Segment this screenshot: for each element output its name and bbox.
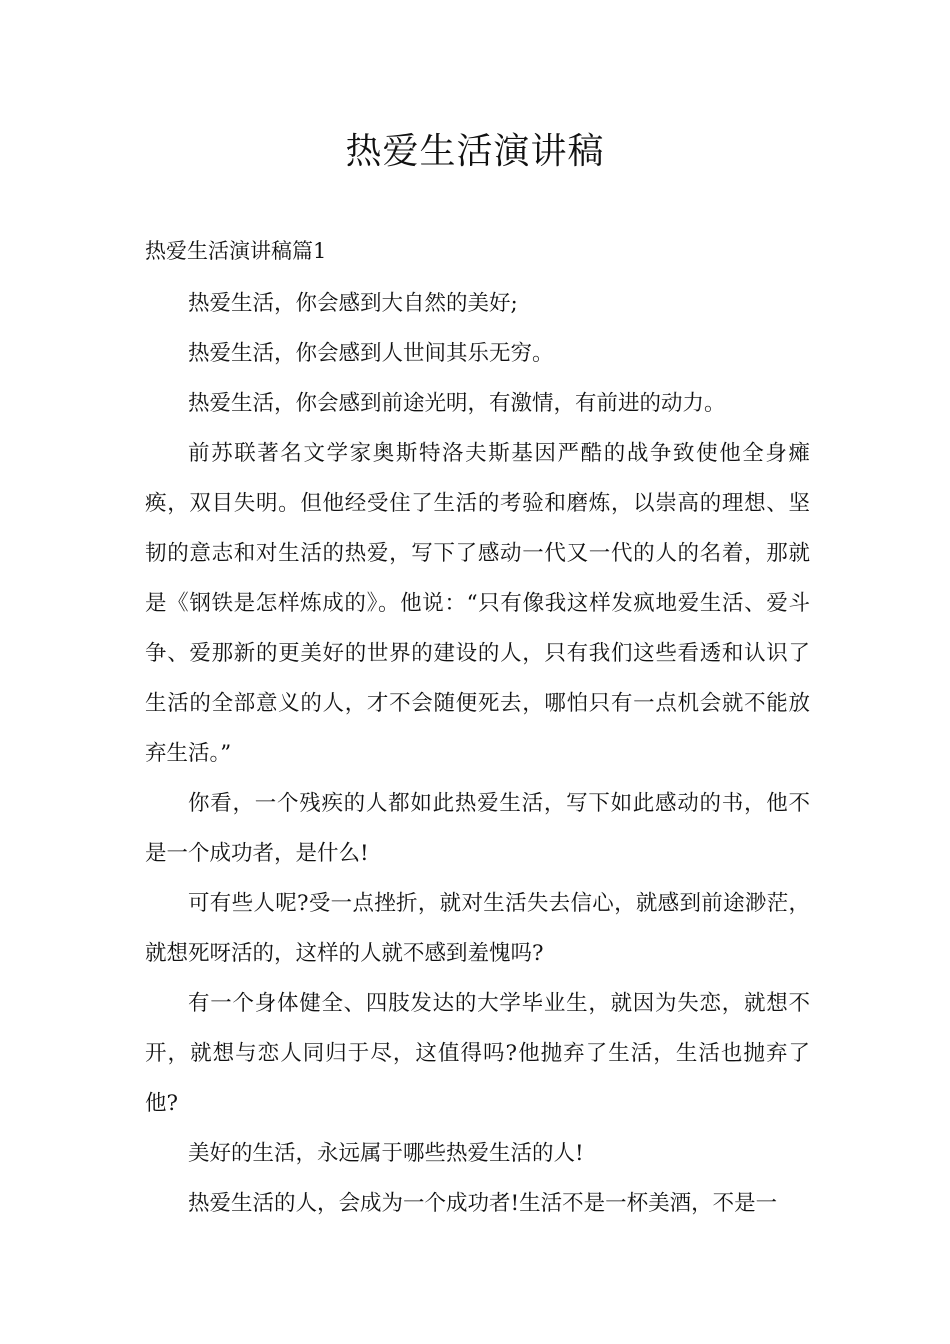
- paragraph: 你看，一个残疾的人都如此热爱生活，写下如此感动的书，他不是一个成功者，是什么!: [145, 791, 810, 866]
- document-title: 热爱生活演讲稿: [345, 131, 605, 172]
- paragraph: 热爱生活，你会感到大自然的美好;: [188, 291, 518, 316]
- paragraph: 美好的生活，永远属于哪些热爱生活的人!: [188, 1141, 584, 1166]
- paragraph: 热爱生活，你会感到人世间其乐无穷。: [188, 341, 554, 366]
- paragraph: 热爱生活的人，会成为一个成功者!生活不是一杯美酒，不是一: [188, 1191, 778, 1216]
- document-body: [145, 279, 810, 1229]
- paragraph: 前苏联著名文学家奥斯特洛夫斯基因严酷的战争致使他全身瘫痪，双目失明。但他经受住了生活的考验和磨炼，以崇高的理想、坚韧的意志和对生活的热爱，写下了感动一代又一代的人的名着，那就是《钢铁是怎样炼成的》。他说：“只有像我这样发疯地爱生活、爱斗争、爱那新的更美好的世界的建设的人，只有我们这些看透和认识了生活的全部意义的人，才不会随便死去，哪怕只有一点机会就不能放弃生活。”: [145, 441, 810, 766]
- paragraph: 可有些人呢?受一点挫折，就对生活失去信心，就感到前途渺茫，就想死呀活的，这样的人就不感到羞愧吗?: [145, 891, 810, 966]
- section-heading: 热爱生活演讲稿篇1: [145, 239, 327, 263]
- paragraph: 热爱生活，你会感到前途光明，有激情，有前进的动力。: [188, 391, 726, 416]
- paragraph: 有一个身体健全、四肢发达的大学毕业生，就因为失恋，就想不开，就想与恋人同归于尽，这值得吗?他抛弃了生活，生活也抛弃了他?: [145, 991, 810, 1116]
